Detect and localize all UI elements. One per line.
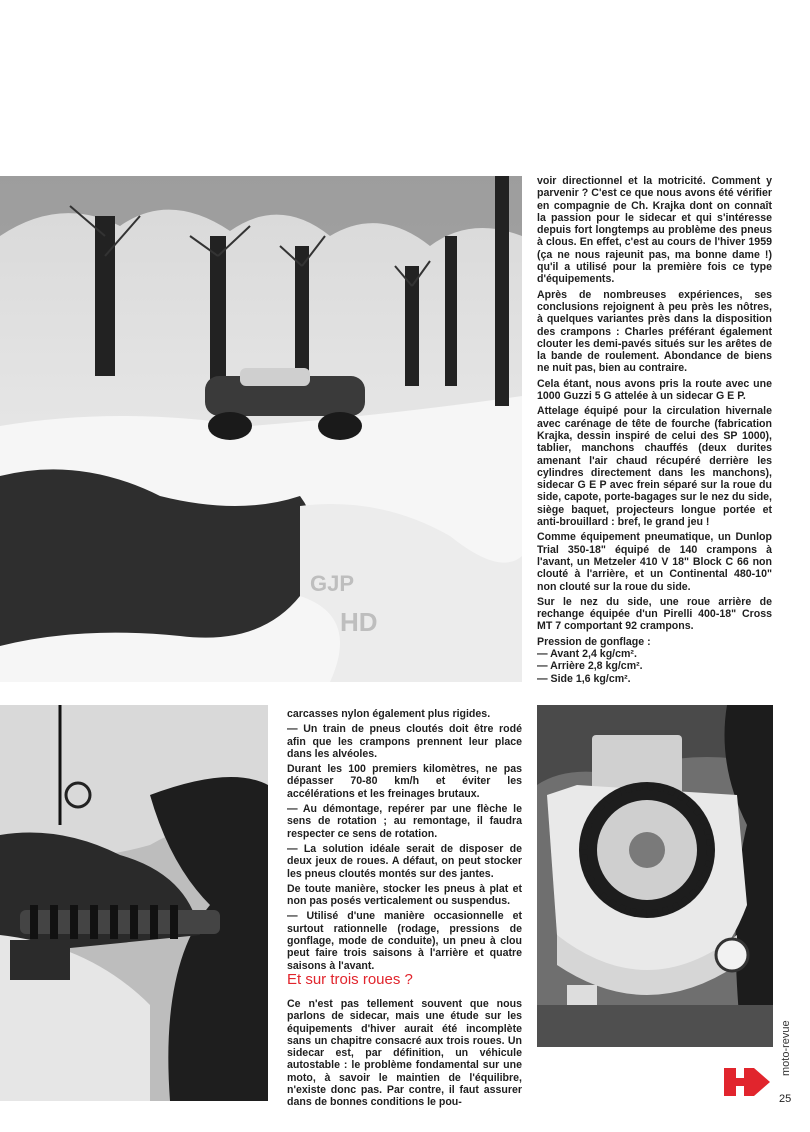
text-column-bottom: [287, 708, 522, 975]
paragraph: — Au démontage, repérer par une flèche le sens de rotation ; au remontage, il faudra respecter ce sens de rotation.: [287, 803, 522, 840]
pressure-line: — Side 1,6 kg/cm².: [537, 672, 631, 685]
text-column-top: [537, 175, 772, 685]
photo-spare-wheel: [537, 705, 773, 1047]
snow-landscape-image: [0, 176, 522, 682]
paragraph: carcasses nylon également plus rigides.: [287, 708, 491, 720]
photo-rider-closeup: [0, 705, 268, 1101]
paragraph: — Un train de pneus cloutés doit être rodé afin que les crampons prennent leur place dans les alvéoles.: [287, 723, 522, 760]
paragraph: De toute manière, stocker les pneus à plat et non pas posés verticalement ou suspendus.: [287, 882, 522, 908]
paragraph: voir directionnel et la motricité. Comment y parvenir ? C'est ce que nous avons été vérifier en compagnie de Ch. Krajka dont on connaît la passion pour le sidecar et qui s'intéresse depuis fort longtemps au problème des pneus à clous. En effet, c'est au cours de l'hiver 1959 (ça ne nous rajeunit pas, ma bonne dame !) qu'il a utilisé pour la première fois ce type d'équipements.: [537, 175, 772, 286]
svg-text:GJP: GJP: [310, 571, 355, 596]
rider-image: [0, 705, 268, 1101]
logo-mark-icon: [722, 1062, 772, 1102]
paragraph: — Utilisé d'une manière occasionnelle et surtout rationnelle (rodage, pressions de gonflage, mode de conduite), un pneu à clou peut faire trois saisons à l'arrière et quatre saisons à l'avant.: [287, 910, 522, 972]
paragraph: Ce n'est pas tellement souvent que nous parlons de sidecar, mais une étude sur les équipements d'hiver aurait été incomplète sans un chapitre consacré aux trois roues. Un sidecar est, par définition, un véhicule autostable : le problème fondamental sur une moto, à savoir le maintien de l'équilibre, n'existe donc pas. Par contre, il faut assurer dans de bonnes conditions le pou-: [287, 998, 522, 1109]
paragraph: Cela étant, nous avons pris la route avec une 1000 Guzzi 5 G attelée à un sidecar G E P.: [537, 377, 772, 403]
pressure-line: — Arrière 2,8 kg/cm².: [537, 660, 643, 673]
paragraph: Durant les 100 premiers kilomètres, ne pas dépasser 70-80 km/h et éviter les accélérations et les freinages brutaux.: [287, 763, 522, 800]
paragraph: Sur le nez du side, une roue arrière de rechange équipée d'un Pirelli 400-18" Cross MT 7 comportant 92 crampons.: [537, 595, 772, 633]
moto-revue-logo: [722, 1062, 772, 1102]
section-body: [287, 998, 522, 1112]
section-heading: Et sur trois roues ?: [287, 971, 413, 988]
spare-wheel-image: [537, 705, 773, 1047]
brand-label: [780, 1020, 800, 1076]
pressure-line: — Avant 2,4 kg/cm².: [537, 647, 637, 660]
brand-text: moto-revue: [780, 1020, 792, 1076]
paragraph: — La solution idéale serait de disposer de deux jeux de roues. A défaut, on peut stocker les pneus cloutés montés sur des jantes.: [287, 842, 522, 880]
pressure-title: Pression de gonflage :: [537, 635, 651, 648]
page-number: 25: [779, 1093, 792, 1105]
svg-text:HD: HD: [340, 607, 378, 637]
paragraph: Attelage équipé pour la circulation hivernale avec carénage de tête de fourche (fabrication Krajka, dessin inspiré de celui des SP 1000), tablier, manchons chauffés (deux durites amenant l'air chaud récupéré derrière les cylindres directement dans les manchons), sidecar G E P avec frein séparé sur la roue du side, capote, porte-bagages sur le nez du side, siège baquet, projecteurs longue portée et anti-brouillard : bref, le grand jeu !: [537, 405, 772, 529]
paragraph: Comme équipement pneumatique, un Dunlop Trial 350-18" équipé de 140 crampons à l'avant, un Metzeler 410 V 18" Block C 66 non clouté à l'arrière, et un Continental 480-10" non clouté sur la roue du side.: [537, 531, 772, 593]
photo-snowy-sidecar: [0, 176, 522, 682]
paragraph: Après de nombreuses expériences, ses conclusions rejoignent à peu près les nôtres, à quelques variantes près dans la disposition des crampons : Charles préférant également clouter les demi-pavés situés sur les arêtes de la bande de roulement. Abondance de biens ne nuit pas, bien au contraire.: [537, 288, 772, 375]
